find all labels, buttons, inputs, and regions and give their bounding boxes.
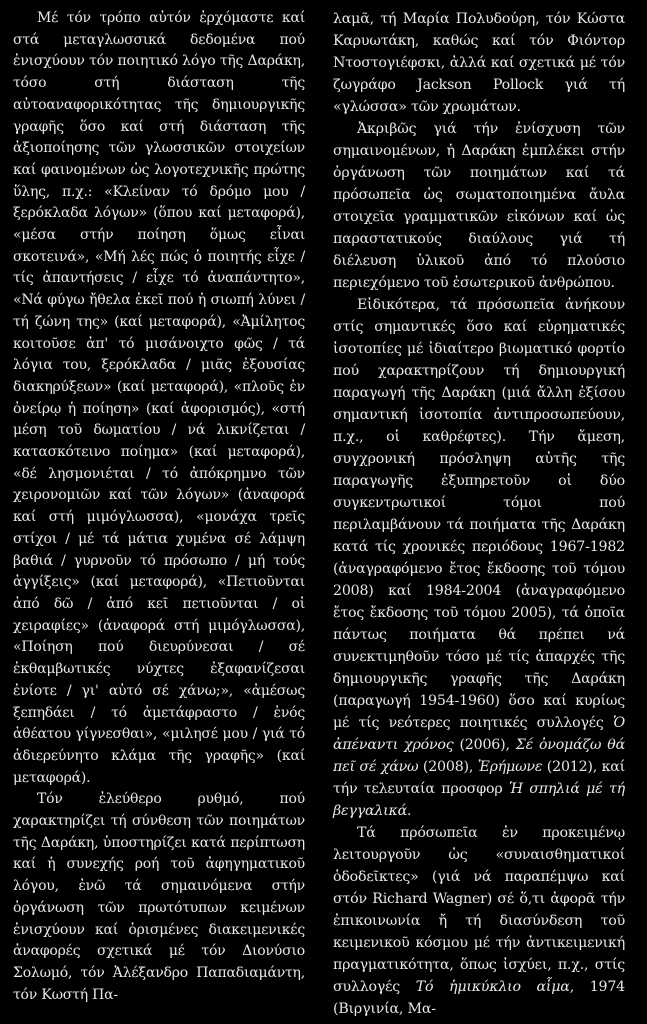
text-run: (2012), καί τήν τελευταία προσφορ	[333, 759, 625, 797]
book-title: Σέ ὀνομάζω θά πεῖ σέ χάνω	[333, 737, 625, 775]
text-run: Εἰδικότερα, τά πρόσωπεῖα ἀνήκουν στίς σημαντικές ὅσο καί εὑρηματικές ἰσοτοπίες μέ ἰδιαίτερο βιωματικό φορτίο πού χαρακτηρίζουν τή δημιουργική παραγωγή τῆς Δαράκη (μιά ἄλλη ἐξίσου σημαντική ἰσοτοπία ἀντιπροσωπεύουν, π.χ., οἱ καθρέφτες). Τήν ἄμεση, συγχρονική πρόσληψη αὐτῆς τῆς παραγωγῆς ἐξυπηρετοῦν οἱ δύο συγκεντρωτικοί τόμοι πού περιλαμβάνουν τά ποιήματα τῆς Δαράκη κατά τίς χρονικές περιόδους 1967-1982 (ἀναγραφόμενο ἔτος ἔκδοσης τοῦ τόμου 2008) καί 1984-2004 (ἀναγραφόμενο ἔτος ἔκδοσης τοῦ τόμου 2005), τά ὁποῖα πάντως ποιήματα θά πρέπει νά συνεκτιμηθοῦν τόσο μέ τίς ἀπαρχές τῆς δημιουργικῆς γραφῆς τῆς Δαράκη (παραγωγή 1954-1960) ὅσο καί κυρίως μέ τίς νεότερες ποιητικές συλλογές	[333, 297, 625, 731]
book-title: Ὁ ἀπέναντι χρόνος	[333, 715, 625, 753]
book-title: Ἐρήμωνε	[477, 759, 543, 775]
text-run: (2008),	[418, 759, 478, 775]
paragraph-continuation: λαμᾶ, τή Μαρία Πολυδούρη, τόν Κώστα Καρυωτάκη, καθώς καί τόν Φιόντορ Ντοστογιέφσκι, ἀλλά καί σχετικά μέ τόν ζωγράφο Jackson Pollock γιά τή «γλώσσα» τῶν χρωμάτων.	[333, 11, 625, 115]
left-column	[13, 8, 305, 1006]
text-run: , 1974 (Βιργινία, Μα-	[333, 979, 625, 1017]
paragraph-emotional-signposts	[333, 822, 625, 1020]
book-title: Ἡ σπηλιά μέ τή βεγγαλικά	[333, 781, 625, 819]
paragraph-masks-isotopies	[333, 294, 625, 822]
text-run: Τά πρόσωπεῖα ἐν προκειμένῳ λειτουργοῦν ὡς «συναισθηματικοί ὁδοδεῖκτες» (γιά νά παραπέμψω καί στόν Richard Wagner) σέ ὅ,τι ἀφορᾶ τήν ἐπικοινωνία ἤ τή διασύνδεση τοῦ κειμενικοῦ κόσμου μέ τήν ἀντικειμενική πραγματικότητα, ὅπως ἰσχύει, π.χ., στίς συλλογές	[333, 825, 625, 995]
text-run: (2006),	[453, 737, 516, 753]
book-title: Τό ἡμικύκλιο αἷμα	[415, 979, 570, 995]
text-run: .	[407, 803, 412, 819]
paragraph-free-rhythm: Τόν ἐλεύθερο ρυθμό, πού χαρακτηρίζει τή σύνθεση τῶν ποιημάτων τῆς Δαράκη, ὑποστηρίζει κατά περίπτωση καί ἡ συνεχής ροή τοῦ ἀφηγηματικοῦ λόγου, ἐνῶ τά σημαινόμενα στήν ὀργάνωση τῶν πρωτότυπων κειμένων ἐνισχύουν καί ὁρισμένες διακειμενικές ἀναφορές σχετικά μέ τόν Διονύσιο Σολωμό, τόν Ἀλέξανδρο Παπαδιαμάντη, τόν Κωστή Πα-	[13, 791, 305, 1003]
paragraph-quotations: Μέ τόν τρόπο αὐτόν ἐρχόμαστε καί στά μεταγλωσσικά δεδομένα πού ἐνισχύουν τόν ποιητικό λόγο τῆς Δαράκη, τόσο στή διάσταση τῆς αὐτοαναφορικότητας τῆς δημιουργικῆς γραφῆς ὅσο καί στή διάσταση τῆς ἀξιοποίησης τῶν γλωσσικῶν στοιχείων καί φαινομένων ὡς λογοτεχνικῆς πρώτης ὕλης, π.χ.: «Κλείναν τό δρόμο μου / ξερόκλαδα λόγων» (ὅπου καί μεταφορά), «μέσα στήν ποίηση ὅμως εἶναι σκοτεινά», «Μή λές πώς ὁ ποιητής εἶχε / τίς ἀπαντήσεις / εἶχε τό ἀναπάντητο», «Νά φύγω ἤθελα ἐκεῖ πού ἡ σιωπή λύνει / τή ζώνη της» (καί μεταφορά), «Ἀμίλητος κοιτοῦσε ἀπ' τό μισάνοιχτο φῶς / τά λόγια του, ξερόκλαδα / μιᾶς ἐξουσίας διακηρύξεων» (καί μεταφορά), «πλοῦς ἐν ὀνείρῳ ἡ ποίηση» (καί ἀφορισμός), «στή μέση τοῦ δωματίου / νά λικνίζεται / κατασκότεινο ποίημα» (καί μεταφορά), «δέ λησμονιέται / τό ἀπόκρημνο τῶν χειρονομιῶν καί τῶν λόγων» (ἀναφορά καί στή μιμόγλωσσα), «μονάχα τρεῖς στίχοι / μέ τά μάτια χυμένα σέ λάμψη βαθιά / γυρνοῦν τό πρόσωπο / μή τούς ἀγγίξεις» (καί μεταφορά), «Πετιοῦνται ἀπό δῶ / ἀπό κεῖ πετιοῦνται / οἱ χειραφίες» (ἀναφορά στή μιμόγλωσσα), «Ποίηση πού διευρύνεσαι / σέ ἐκθαμβωτικές νύχτες ἐξαφανίζεσαι ἐνίοτε / γι' αὐτό σέ χάνω;», «ἀμέσως ξεπηδάει / τό ἀμετάφραστο / ἑνός ἀθέατου γίγνεσθαι», «μιλησέ μου / γιά τό ἀδιερεύνητο κλάμα τῆς γραφῆς» (καί μεταφορά).	[13, 10, 305, 786]
right-column	[333, 8, 625, 1020]
paragraph-masks-intro: Ἀκριβῶς γιά τήν ἐνίσχυση τῶν σημαινομένων, ἡ Δαράκη ἐμπλέκει στήν ὀργάνωση τῶν ποιημάτων καί τά πρόσωπεῖα ὡς σωματοποιημένα ἄυλα στοιχεῖα γραμματικῶν εἰκόνων καί ὡς παραστατικούς διαύλους γιά τή διέλευση ὑλικοῦ ἀπό τό πλούσιο περιεχόμενο τοῦ ἐσωτερικοῦ ἀνθρώπου.	[333, 121, 625, 291]
